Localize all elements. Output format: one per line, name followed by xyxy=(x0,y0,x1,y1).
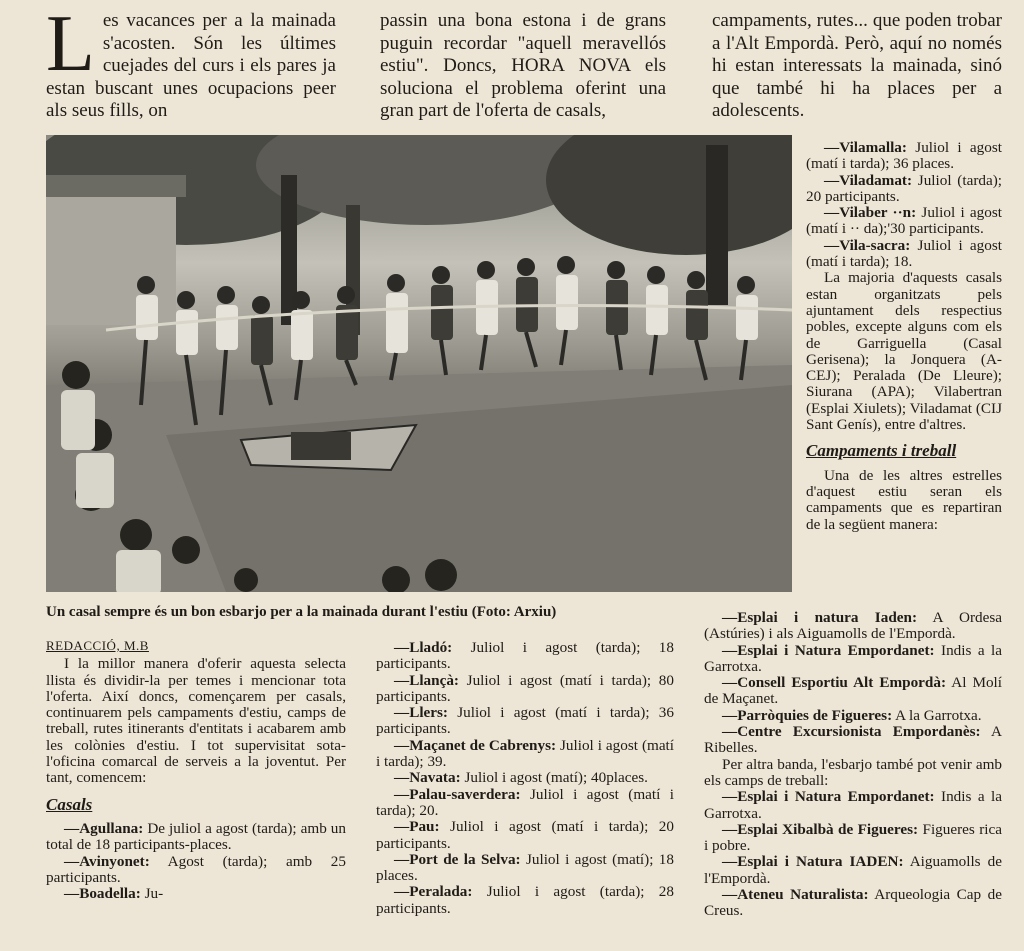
body-col-2 xyxy=(376,640,674,917)
section-heading-campaments: Campaments i treball xyxy=(806,441,957,461)
photo-caption: Un casal sempre és un bon esbarjo per a la mainada durant l'estiu (Foto: Arxiu) xyxy=(46,604,557,620)
intro-text-2: passin una bona estona i de grans puguin recordar "aquell meravellós estiu". Doncs, HORA NOVA els soluciona el problema oferint una gran part de l'oferta de casals, xyxy=(380,10,666,121)
col3-treball-intro: Per altra banda, l'esbarjo també pot venir amb els camps de treball: xyxy=(704,755,1002,789)
list-item: —Esplai i Natura IADEN: Aiguamolls de l'Empordà. xyxy=(704,853,1002,887)
list-item: —Esplai Xibalbà de Figueres: Figueres rica i pobre. xyxy=(704,820,1002,855)
list-item: —Avinyonet: Agost (tarda); amb 25 participants. xyxy=(46,852,346,886)
photo xyxy=(46,135,792,592)
body-col-3-top xyxy=(806,140,1002,533)
list-item: —Palau-saverdera: Juliol i agost (matí i tarda); 20. xyxy=(376,785,674,819)
photo-tug-of-war-icon xyxy=(46,135,792,592)
col3-paragraph: La majoria d'aquests casals estan organitzats pels ajuntament dels respectius pobles, excepte alguns com els de Garriguella (Casal Gerisena); la Jonquera (A-CEJ); Peralada (De Lleure); Siurana (APA); Vilabertran (Esplai Xiulets); Viladamat (CIJ Sant Genís), entre d'altres. xyxy=(806,269,1002,434)
list-item: —Consell Esportiu Alt Empordà: Al Molí de Maçanet. xyxy=(704,674,1002,708)
list-item: —Lladó: Juliol i agost (tarda); 18 participants. xyxy=(376,639,674,673)
list-item: —Parròquies de Figueres: A la Garrotxa. xyxy=(722,706,982,724)
col1-body: I la millor manera d'oferir aquesta selecta llista és dividir-la per temes i mencionar tota l'oferta. Així doncs, començarem per casals, continuarem pels campaments d'estiu, camps de treball, rutes itinerants d'entitats i acabarem amb les colònies d'estiu. I tot supervisitat sota-l'oficina comarcal de serveis a la joventut. Per tant, comencem: xyxy=(46,655,346,787)
intro-col-3 xyxy=(712,10,1002,123)
list-item: —Esplai i natura Iaden: A Ordesa (Astúries) i als Aiguamolls de l'Empordà. xyxy=(704,609,1002,643)
list-item: —Llançà: Juliol i agost (matí i tarda); 80 participants. xyxy=(376,671,674,705)
body-col-1 xyxy=(46,638,346,902)
list-item: —Agullana: De juliol a agost (tarda); amb un total de 18 participants-places. xyxy=(46,819,346,854)
intro-col-2 xyxy=(380,10,666,123)
list-item: —Maçanet de Cabrenys: Juliol i agost (matí i tarda); 39. xyxy=(376,736,674,771)
list-item: —Viladamat: Juliol (tarda); 20 participants. xyxy=(806,171,1002,205)
list-item: —Vilamalla: Juliol i agost (matí i tarda); 36 places. xyxy=(806,139,1002,173)
section-heading-casals: Casals xyxy=(46,794,93,814)
col3-camp-intro: Una de les altres estrelles d'aquest estiu seran els campaments que es repartiran de la següent manera: xyxy=(806,466,1002,533)
list-item: —Port de la Selva: Juliol i agost (matí); 18 places. xyxy=(376,850,674,885)
list-item: —Esplai i Natura Empordanet: Indis a la Garrotxa. xyxy=(704,788,1002,822)
drop-cap: L xyxy=(46,0,95,88)
list-item: —Peralada: Juliol i agost (tarda); 28 participants. xyxy=(376,883,674,917)
byline: REDACCIÓ, M.B xyxy=(46,638,149,653)
intro-col-1 xyxy=(46,0,336,123)
intro-text-1: es vacances per a la mainada s'acosten. Són les últimes cuejades del curs i els pares ja estan buscant unes ocupacions peer als seus fills, on xyxy=(46,10,336,121)
body-col-3-bottom xyxy=(704,610,1002,920)
list-item: —Boadella: Ju- xyxy=(64,885,164,903)
list-item: —Vila-sacra: Juliol i agost (matí i tarda); 18. xyxy=(806,236,1002,271)
intro-text-3: campaments, rutes... que poden trobar a l'Alt Empordà. Però, aquí no només hi estan interessats la mainada, sinó que també hi ha places per a adolescents. xyxy=(712,10,1002,121)
list-item: —Centre Excursionista Empordanès: A Ribelles. xyxy=(704,723,1002,757)
list-item: —Esplai i Natura Empordanet: Indis a la Garrotxa. xyxy=(704,641,1002,675)
list-item: —Navata: Juliol i agost (matí); 40places. xyxy=(394,769,648,787)
list-item: —Ateneu Naturalista: Arqueologia Cap de Creus. xyxy=(704,886,1002,920)
list-item: —Llers: Juliol i agost (matí i tarda); 36 participants. xyxy=(376,704,674,738)
list-item: —Vilaber ··n: Juliol i agost (matí i ·· da);'30 participants. xyxy=(806,204,1002,238)
list-item: —Pau: Juliol i agost (matí i tarda); 20 participants. xyxy=(376,818,674,852)
